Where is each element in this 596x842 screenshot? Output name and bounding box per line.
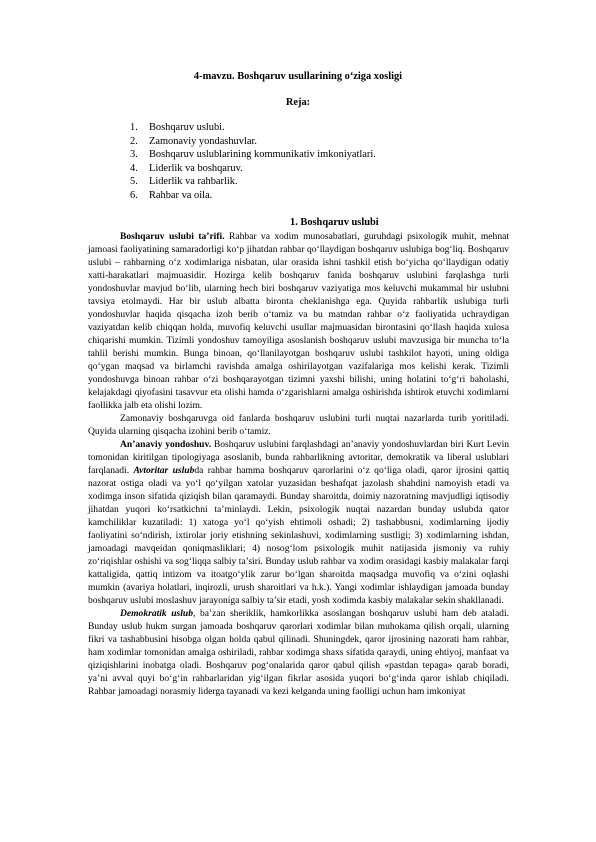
emphasis-term: Avtoritar uslub	[133, 465, 195, 476]
paragraph: Demokratik uslub, ba’zan sheriklik, hamkorlikka asoslangan boshqaruv uslubi ham deb ataladi. Bunday uslub hukm surgan jamoada boshqaruv qarorlari xodimlar bilan muhokama qilish orqali, ularning fikri va tashabbusini hisobga olgan holda qabul qilinadi. Shuningdek, qaror ijrosining nazorati ham rahbar, ham xodimlar tomonidan amalga oshiriladi, rahbar xodimga shaxs sifatida qaraydi, uning ehtiyoj, manfaat va qiziqishlarini inobatga oladi. Boshqaruv pog‘onalarida qaror qabul qilish «pastdan tepaga» qarab boradi, ya’ni avval quyi bo‘g‘in rahbarlaridan yig‘ilgan fikrlar asosida yuqori bo‘g‘inda qaror ishlab chiqiladi. Rahbar jamoadagi norasmiy liderga tayanadi va kezi kelganda uning faolligi uchun ham imkoniyat	[88, 608, 509, 697]
emphasis-term: Demokratik uslub	[120, 608, 193, 619]
plan-list	[130, 121, 530, 202]
document-page: 4-mavzu. Boshqaruv usullarining o‘ziga xosligi Reja: 1. Boshqaruv uslubi. 2. Zamonaviy yondashuvlar. 3. Boshqaruv uslublarining kommunikativ imkoniyatlari. 4. Liderlik va boshqaruv. 5. Liderlik va rahbarlik. 6. Rahbar va oila. 1. Boshqaruv uslubi Boshqaruv uslubi ta’rifi. Rahbar va xodim munosabatlari, guruhdagi psixologik muhit, mehnat jamoasi faoliyatining samaradorligi ko‘p jihatdan rahbar qo‘llaydigan boshqaruv uslubiga bog‘liq. Boshqaruv uslubi – rahbarning o‘z xodimlariga nisbatan, ular orasida ishni tashkil etish bo‘yicha qo‘llaydigan odatiy xatti-harakatlari majmuasidir. Hozirga kelib boshqaruv fanida boshqaruv uslubini farqlashga turli yondoshuvlar mavjud bo‘lib, ularning hech biri boshqaruv vaziyatiga mos keluvchi mukammal bir uslubni tavsiya etolmaydi. Har bir uslub albatta bironta cheklanishga ega. Quyida rahbarlik uslubiga turli yondoshuvlar haqida qisqacha izoh berib o‘tamiz va bu matndan rahbar o‘z faoliyatida uchraydigan vaziyatdan kelib chiqqan holda, muvofiq keluvchi usullar majmuasidan birontasini qo‘llash haqida xulosa chiqarishi mumkin. Tizimli yondoshuv tamoyiliga asoslanish boshqaruv uslubi mavzusiga bir muncha to‘la tahlil berishi mumkin. Bunga binoan, qo‘llanilayotgan boshqaruv uslubi tashkilot hayoti, uning oldiga qo‘ygan maqsad va birlamchi ravishda amalga oshirilayotgan vazifalariga mos kelishi kerak. Tizimli yondoshuvga binoan rahbar o‘zi boshqarayotgan tizimni yaxshi bilishi, uning holatini to‘g‘ri baholashi, kelajakdagi qiyofasini tasavvur eta olishi hamda o‘zgarishlarni amalga oshirishda ishtirok etuvchi xodimlarni faollikka jalb eta olishi lozim. Zamonaviy boshqaruvga oid fanlarda boshqaruv uslubini turli nuqtai nazarlarda turib yoritiladi. Quyida ularning qisqacha izohini berib o‘tamiz. An’anaviy yondoshuv. Boshqaruv uslubini farqlashdagi an’anaviy yondoshuvlardan biri Kurt Levin tomonidan kiritilgan tipologiyaga asoslanib, bunda rahbarlikning avtoritar, demokratik va liberal uslublari farqlanadi. Avtoritar uslubda rahbar hamma boshqaruv qarorlarini o‘z qo‘liga oladi, qaror ijrosini qattiq nazorat ostiga oladi va yo‘l qo‘yilgan xatolar yuzasidan beshafqat jazolash shahdini namoyish etadi va xodimga inson sifatida qiziqish bilan qaramaydi. Bunday sharoitda, doimiy nazoratning mavjudligi iqtisodiy jihatdan yuqori ko‘rsatkichni ta’minlaydi. Lekin, psixologik nuqtai nazardan bunday uslubda qator kamchiliklar kuzatiladi: 1) xatoga yo‘l qo‘yish ehtimoli oshadi; 2) tashabbusni, xodimlarning ijodiy faoliyatini so‘ndirish, ixtirolar joriy etishning sekinlashuvi, xodimlarning sustligi; 3) xodimlarning ishdan, jamoadagi mavqeidan qoniqmasliklari; 4) nosog‘lom psixologik muhit natijasida jismoniy va ruhiy zo‘riqishlar oshishi va sog‘liqqa salbiy ta’siri. Bunday uslub rahbar va xodim orasidagi kasbiy malakalar farqi kattaligida, qattiq intizom va itoatgo‘ylik zarur bo‘lgan sharoitda maqsadga muvofiq va o‘zini oqlashi mumkin (avariya holatlari, inqirozli, urush sharoitlari va h.k.). Yangi xodimlar ishlaydigan jamoada bunday boshqaruv uslubi moslashuv jarayoniga salbiy ta’sir etadi, yosh xodimda kasbiy malakalar sekin shakllanadi. Demokratik uslub, ba’zan sheriklik, hamkorlikka asoslangan boshqaruv uslubi ham deb ataladi. Bunday uslub hukm surgan jamoada boshqaruv qarorlari xodimlar bilan muhokama qilish orqali, ularning fikri va tashabbusini hisobga olgan holda qabul qilinadi. Shuningdek, qaror ijrosining nazorati ham rahbar, ham xodimlar tomonidan amalga oshiriladi, rahbar xodimga shaxs sifatida qaraydi, uning ehtiyoj, manfaat va qiziqishlarini inobatga oladi. Boshqaruv pog‘onalarida qaror qabul qilish «pastdan tepaga» qarab boradi, ya’ni avval quyi bo‘g‘in rahbarlaridan yig‘ilgan fikrlar asosida yuqori bo‘g‘inda qaror ishlab chiqiladi. Rahbar jamoadagi norasmiy liderga tayanadi va kezi kelganda uning faolligi uchun ham imkoniyat	[0, 0, 596, 842]
plan-item: 6. Rahbar va oila.	[130, 189, 213, 201]
plan-item: 4. Liderlik va boshqaruv.	[130, 162, 243, 174]
plan-heading: Reja:	[285, 97, 311, 108]
body-text	[88, 230, 509, 698]
plan-item: 1. Boshqaruv uslubi.	[130, 122, 225, 133]
plan-item: 3. Boshqaruv uslublarining kommunikativ imkoniyatlari.	[130, 149, 376, 160]
paragraph-lead: An’anaviy yondoshuv.	[120, 439, 212, 450]
paragraph: Zamonaviy boshqaruvga oid fanlarda boshqaruv uslubini turli nuqtai nazarlarda turib yoritiladi. Quyida ularning qisqacha izohini berib o‘tamiz.	[88, 413, 509, 437]
document-title: 4-mavzu. Boshqaruv usullarining o‘ziga xosligi	[193, 71, 403, 82]
plan-item: 2. Zamonaviy yondashuvlar.	[130, 135, 257, 147]
paragraph-lead: Boshqaruv uslubi ta’rifi.	[120, 231, 225, 242]
plan-item: 5. Liderlik va rahbarlik.	[130, 176, 238, 187]
paragraph: An’anaviy yondoshuv. Boshqaruv uslubini farqlashdagi an’anaviy yondoshuvlardan biri Kurt Levin tomonidan kiritilgan tipologiyaga asoslanib, bunda rahbarlikning avtoritar, demokratik va liberal uslublari farqlanadi. Avtoritar uslubda rahbar hamma boshqaruv qarorlarini o‘z qo‘liga oladi, qaror ijrosini qattiq nazorat ostiga oladi va yo‘l qo‘yilgan xatolar yuzasidan beshafqat jazolash shahdini namoyish etadi va xodimga inson sifatida qiziqish bilan qaramaydi. Bunday sharoitda, doimiy nazoratning mavjudligi iqtisodiy jihatdan yuqori ko‘rsatkichni ta’minlaydi. Lekin, psixologik nuqtai nazardan bunday uslubda qator kamchiliklar kuzatiladi: 1) xatoga yo‘l qo‘yish ehtimoli oshadi; 2) tashabbusni, xodimlarning ijodiy faoliyatini so‘ndirish, ixtirolar joriy etishning sekinlashuvi, xodimlarning sustligi; 3) xodimlarning ishdan, jamoadagi mavqeidan qoniqmasliklari; 4) nosog‘lom psixologik muhit natijasida jismoniy va ruhiy zo‘riqishlar oshishi va sog‘liqqa salbiy ta’siri. Bunday uslub rahbar va xodim orasidagi kasbiy malakalar farqi kattaligida, qattiq intizom va itoatgo‘ylik zarur bo‘lgan sharoitda maqsadga muvofiq va o‘zini oqlashi mumkin (avariya holatlari, inqirozli, urush sharoitlari va h.k.). Yangi xodimlar ishlaydigan jamoada bunday boshqaruv uslubi moslashuv jarayoniga salbiy ta’sir etadi, yosh xodimda kasbiy malakalar sekin shakllanadi.	[88, 439, 509, 606]
paragraph: Boshqaruv uslubi ta’rifi. Rahbar va xodim munosabatlari, guruhdagi psixologik muhit, mehnat jamoasi faoliyatining samaradorligi ko‘p jihatdan rahbar qo‘llaydigan boshqaruv uslubiga bog‘liq. Boshqaruv uslubi – rahbarning o‘z xodimlariga nisbatan, ular orasida ishni tashkil etish bo‘yicha qo‘llaydigan odatiy xatti-harakatlari majmuasidir. Hozirga kelib boshqaruv fanida boshqaruv uslubini farqlashga turli yondoshuvlar mavjud bo‘lib, ularning hech biri boshqaruv vaziyatiga mos keluvchi mukammal bir uslubni tavsiya etolmaydi. Har bir uslub albatta bironta cheklanishga ega. Quyida rahbarlik uslubiga turli yondoshuvlar haqida qisqacha izoh berib o‘tamiz va bu matndan rahbar o‘z faoliyatida uchraydigan vaziyatdan kelib chiqqan holda, muvofiq keluvchi usullar majmuasidan birontasini qo‘llash haqida xulosa chiqarishi mumkin. Tizimli yondoshuv tamoyiliga asoslanish boshqaruv uslubi mavzusiga bir muncha to‘la tahlil berishi mumkin. Bunga binoan, qo‘llanilayotgan boshqaruv uslubi tashkilot hayoti, uning oldiga qo‘ygan maqsad va birlamchi ravishda amalga oshirilayotgan vazifalariga mos kelishi kerak. Tizimli yondoshuvga binoan rahbar o‘zi boshqarayotgan tizimni yaxshi bilishi, uning holatini to‘g‘ri baholashi, kelajakdagi qiyofasini tasavvur eta olishi hamda o‘zgarishlarni amalga oshirishda ishtirok etuvchi xodimlarni faollikka jalb eta olishi lozim.	[88, 231, 509, 411]
